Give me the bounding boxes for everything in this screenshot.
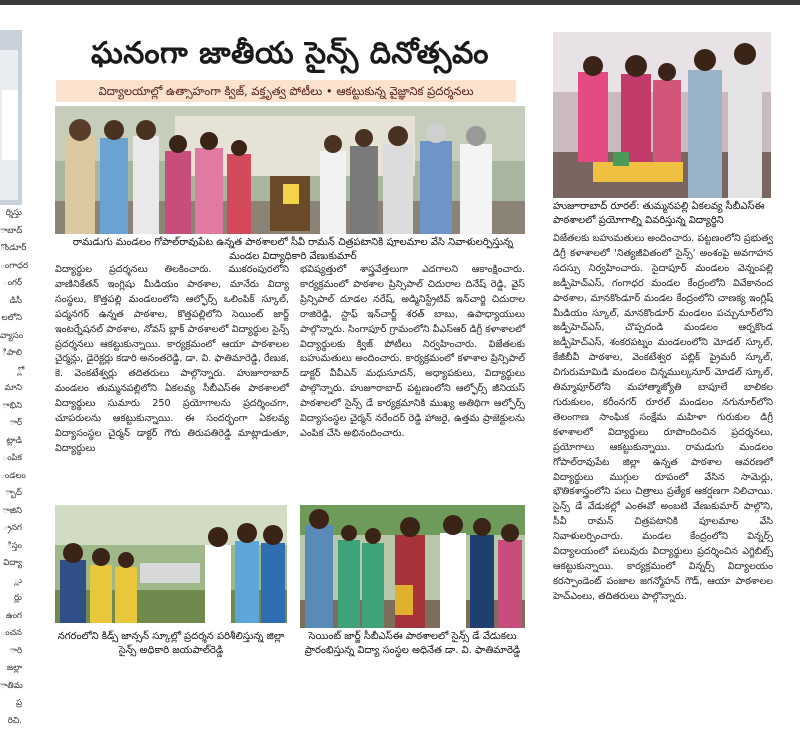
article-column-1 xyxy=(55,263,289,501)
left-fragment-line: ప్ర xyxy=(0,695,22,713)
left-fragment-line: ాభిని xyxy=(0,398,22,416)
bottom-left-photo-graphic xyxy=(55,505,287,623)
article-column-3 xyxy=(553,232,773,672)
left-fragment-line: ాతిమ xyxy=(0,678,22,696)
bottom-left-photo-caption: నగరంలోని కిడ్స్ జాన్సన్ స్కూల్లో ప్రదర్శన పరిశీలిస్తున్న జిల్లా సైన్స్ అధికారి జయపాల్‌రెడ్డి xyxy=(55,630,287,658)
left-fragment-line: డిసీ xyxy=(0,293,22,311)
left-fragment-line: రిచి. xyxy=(0,713,22,730)
bottom-left-photo xyxy=(55,505,287,623)
left-fragment-line: జల్లా xyxy=(0,660,22,678)
left-fragment-line: ారి xyxy=(0,643,22,661)
main-photo-graphic xyxy=(55,106,525,234)
left-fragment-line: ండలం xyxy=(0,468,22,486)
left-fragment-line: ్బాద్ xyxy=(0,485,22,503)
right-photo xyxy=(553,32,771,198)
left-cropped-photo xyxy=(0,30,22,205)
left-fragment-line: ిస్తం xyxy=(0,538,22,556)
left-fragment-line: వ్యాసం xyxy=(0,328,22,346)
main-photo xyxy=(55,106,525,234)
right-photo-graphic xyxy=(553,32,771,198)
left-fragment-line: విద్యా xyxy=(0,555,22,573)
left-fragment-line: ్లు xyxy=(0,573,22,591)
left-fragment-line: ర్శిస్తు xyxy=(0,205,22,223)
left-fragment-line: ాబాద్ xyxy=(0,223,22,241)
bottom-center-photo-graphic xyxy=(300,505,525,628)
left-fragment-line: ంపిక xyxy=(0,450,22,468)
left-fragment-line: ంచన xyxy=(0,625,22,643)
bottom-center-photo-caption: సెయింట్ జార్జ్ సీబీఎస్ఈ పాఠశాలలో సైన్స్ డే వేడుకలు ప్రారంభిస్తున్న విద్యా సంస్థల అధినేత డా. వి. ఫాతిమారెడ్డి xyxy=(300,630,525,658)
headline: ఘనంగా జాతీయ సైన్స్ దినోత్సవం xyxy=(40,36,540,78)
article-column-1-text: విద్యార్థుల ప్రదర్శనలు తిలకించారు. ముకరంపురలోని వాణినికేతన్ ఇంగ్లిషు మీడియం పాఠశాల, మానేరు విద్యా సంస్థలు, కొత్తపల్లి మండలంలోని ఆల్ఫోర్స్ ఒలింపిక్ స్కూల్, పద్మనగర్ ఉన్నత పాఠశాల, కొత్తపల్లిలోని సెయింట్ జార్జ్ ఇంటర్నేషనల్ పాఠశాల, నోవస్ బ్లాక్ పాఠశాలలో విద్యార్థుల సైన్స్ ప్రదర్శనలు ఆకట్టుకున్నాయి. కార్యక్రమంలో ఆయా పాఠశాలల చైర్మన్లు, డైరెక్టర్లు కడారి అనంతరెడ్డి, డా. వి. ఫాతిమారెడ్డి, రేణుక, కె. వెంకటేశ్వర్లు తదితరులు పాల్గొన్నారు. హుజూరాబాద్ మండలం తుమ్మనపల్లిలోని ఏకలవ్య సీబీఎస్ఈ పాఠశాలలో విద్యార్థులు సుమారు 250 ప్రయోగాలను ప్రదర్శించగా, చూపరులను ఆకట్టుకున్నాయి. ఈ సందర్భంగా ఏకలవ్య విద్యాసంస్థల చైర్మన్ డాక్టర్ గౌరు తిరుపతిరెడ్డి మాట్లాడుతూ, విద్యార్థులు xyxy=(55,263,289,457)
left-fragment-line: ట్లాడి xyxy=(0,433,22,451)
left-fragment-line: ర్లు xyxy=(0,590,22,608)
article-column-2-text: భవిష్యత్తులో శాస్త్రవేత్తలుగా ఎదగాలని ఆకాంక్షించారు. కార్యక్రమంలో పాఠశాల ప్రిన్సిపాల్ చిదురాల దినేష్ రెడ్డి, వైస్ ప్రిన్సిపాల్ దూడల నరేష్, అడ్మినిస్ట్రేటివ్ ఇన్‌చార్జి చిదురాల రాజిరెడ్డి, స్టాఫ్ ఇన్‌చార్జ్ శరత్ బాబు, ఉపాధ్యాయులు పాల్గొన్నారు. సింగాపూర్ గ్రామంలోని వీఎస్ఆర్ డిగ్రీ కళాశాలలో విద్యార్థులకు క్విజ్ పోటీలు నిర్వహించారు. విజేతలకు బహుమతులు అందించారు. కార్యక్రమంలో కళాశాల ప్రిన్సిపాల్ డాక్టర్ వీవీఎన్ మధుసూదన్, అధ్యాపకులు, విద్యార్థులు పాల్గొన్నారు. హుజూరాబాద్ పట్టణంలోని ఆల్ఫోర్స్ జీనియస్ పాఠశాలలో సైన్స్ డే కార్యక్రమానికి ముఖ్య అతిథిగా ఆల్ఫోర్స్ విద్యాసంస్థల చైర్మన్ నరేందర్ రెడ్డి హాజరై, ఉత్తమ ప్రాజెక్టులను ఎంపిక చేసి అభినందించారు. xyxy=(300,263,525,442)
article-column-2 xyxy=(300,263,525,501)
subheadline: విద్యాలయాల్లో ఉత్సాహంగా క్విజ్, వక్తృత్వ పోటీలు • ఆకట్టుకున్న వైజ్ఞానిక ప్రదర్శనలు xyxy=(56,80,516,102)
left-fragment-line: ంగర్ xyxy=(0,275,22,293)
top-bar xyxy=(0,0,800,5)
article-column-3-text: విజేతలకు బహుమతులు అందించారు. పట్టణంలోని ప్రభుత్వ డిగ్రీ కళాశాలలో 'నిత్యజీవితంలో సైన్స్' అంశంపై అవగాహన సదస్సు నిర్వహించారు. సైదాపూర్ మండలం వెన్నంపల్లి జడ్పీహెచ్ఎస్, గంగాధర మండల కేంద్రంలోని వివేకానంద పాఠశాల, మానకొండూర్ మండల కేంద్రంలోని చాణక్య ఇంగ్లిష్ మీడియం స్కూల్, మానకొండూర్ మండలం పచ్చునూర్‌లోని జడ్పీహెచ్ఎస్, చొప్పదండి మండలం ఆర్నకొండ జడ్పీహెచ్ఎస్, శంకరపట్నం మండలంలోని మోడల్ స్కూల్, కేజీబీవీ పాఠశాల, వెంకటేశ్వర పబ్లిక్ ప్రైమరీ స్కూల్, చిగురుమామిడి మండలం చిన్నముల్కనూర్ మోడల్ స్కూల్, తిమ్మాపూర్‌లోని మహాత్మాజ్యోతి బాపూలే బాలికల గురుకులం, కరీంనగర్ రూరల్ మండలం నగునూర్‌లోని తెలంగాణ సాంఘిక సంక్షేమ మహిళా గురుకుల డిగ్రీ కళాశాలలో విద్యార్థులు రూపొందించిన ప్రదర్శనలు, ప్రయోగాలు ఆకట్టుకున్నాయి. రామడుగు మండలం గోపాల్‌రావుపేట జిల్లా ఉన్నత పాఠశాల ఆవరణలో విద్యార్థులు ముగ్గుల రూపంలో వేసిన సామెర్లు, భౌతికశాస్త్రంలోని పలు చిత్రాలు ప్రత్యేక ఆకర్షణగా నిలిచాయి. సైన్స్ డే వేడుకల్లో ఎంఈవో అంబటి వేణుకుమార్ పాల్గొని, సీవీ రామన్ చిత్రపటానికి పూలమాల వేసి నివాళులర్పించారు. మండల కేంద్రంలోని విన్నర్స్ విద్యాలయంలో పలువురు విద్యార్థులు ప్రదర్శించిన ఎగ్జిబిట్స్ ఆకట్టుకున్నాయి. కార్యక్రమంలో విన్నర్స్ విద్యాలయం కరస్పాండెంట్ పంజాల జగన్మోహన్ గౌడ్, ఆయా పాఠశాలల హెచ్‌ఎంలు, తదితరులు పాల్గొన్నారు. xyxy=(553,232,773,605)
left-photo-graphic xyxy=(0,30,22,205)
left-fragment-line: లలోని xyxy=(0,310,22,328)
left-fragment-line: మాని xyxy=(0,380,22,398)
left-fragment-line: ్లో xyxy=(0,363,22,381)
left-fragment-line: ంగాధర xyxy=(0,258,22,276)
left-fragment-line: ిపాలి xyxy=(0,345,22,363)
left-fragment-line: ్రనగ xyxy=(0,520,22,538)
left-fragment-line: ాజిని xyxy=(0,503,22,521)
left-column-fragment xyxy=(0,205,22,670)
left-fragment-line: ొండూర్ xyxy=(0,240,22,258)
left-fragment-line: ఉంగ xyxy=(0,608,22,626)
bottom-center-photo xyxy=(300,505,525,628)
main-photo-caption: రామడుగు మండలం గోపాల్‌రావుపేట ఉన్నత పాఠశాలలో సీవీ రామన్ చిత్రపటానికి పూలమాల వేసి నివాళులర్పిస్తున్న మండల విద్యాధికారి వేణుకుమార్ xyxy=(68,236,518,264)
left-fragment-line: ార్ xyxy=(0,415,22,433)
right-photo-caption: హుజూరాబాద్ రూరల్: తుమ్మనపల్లి ఏకలవ్య సీబీఎస్ఈ పాఠశాలలో ప్రయోగాల్ని వివరిస్తున్న విద్యార్థిని xyxy=(553,200,773,228)
